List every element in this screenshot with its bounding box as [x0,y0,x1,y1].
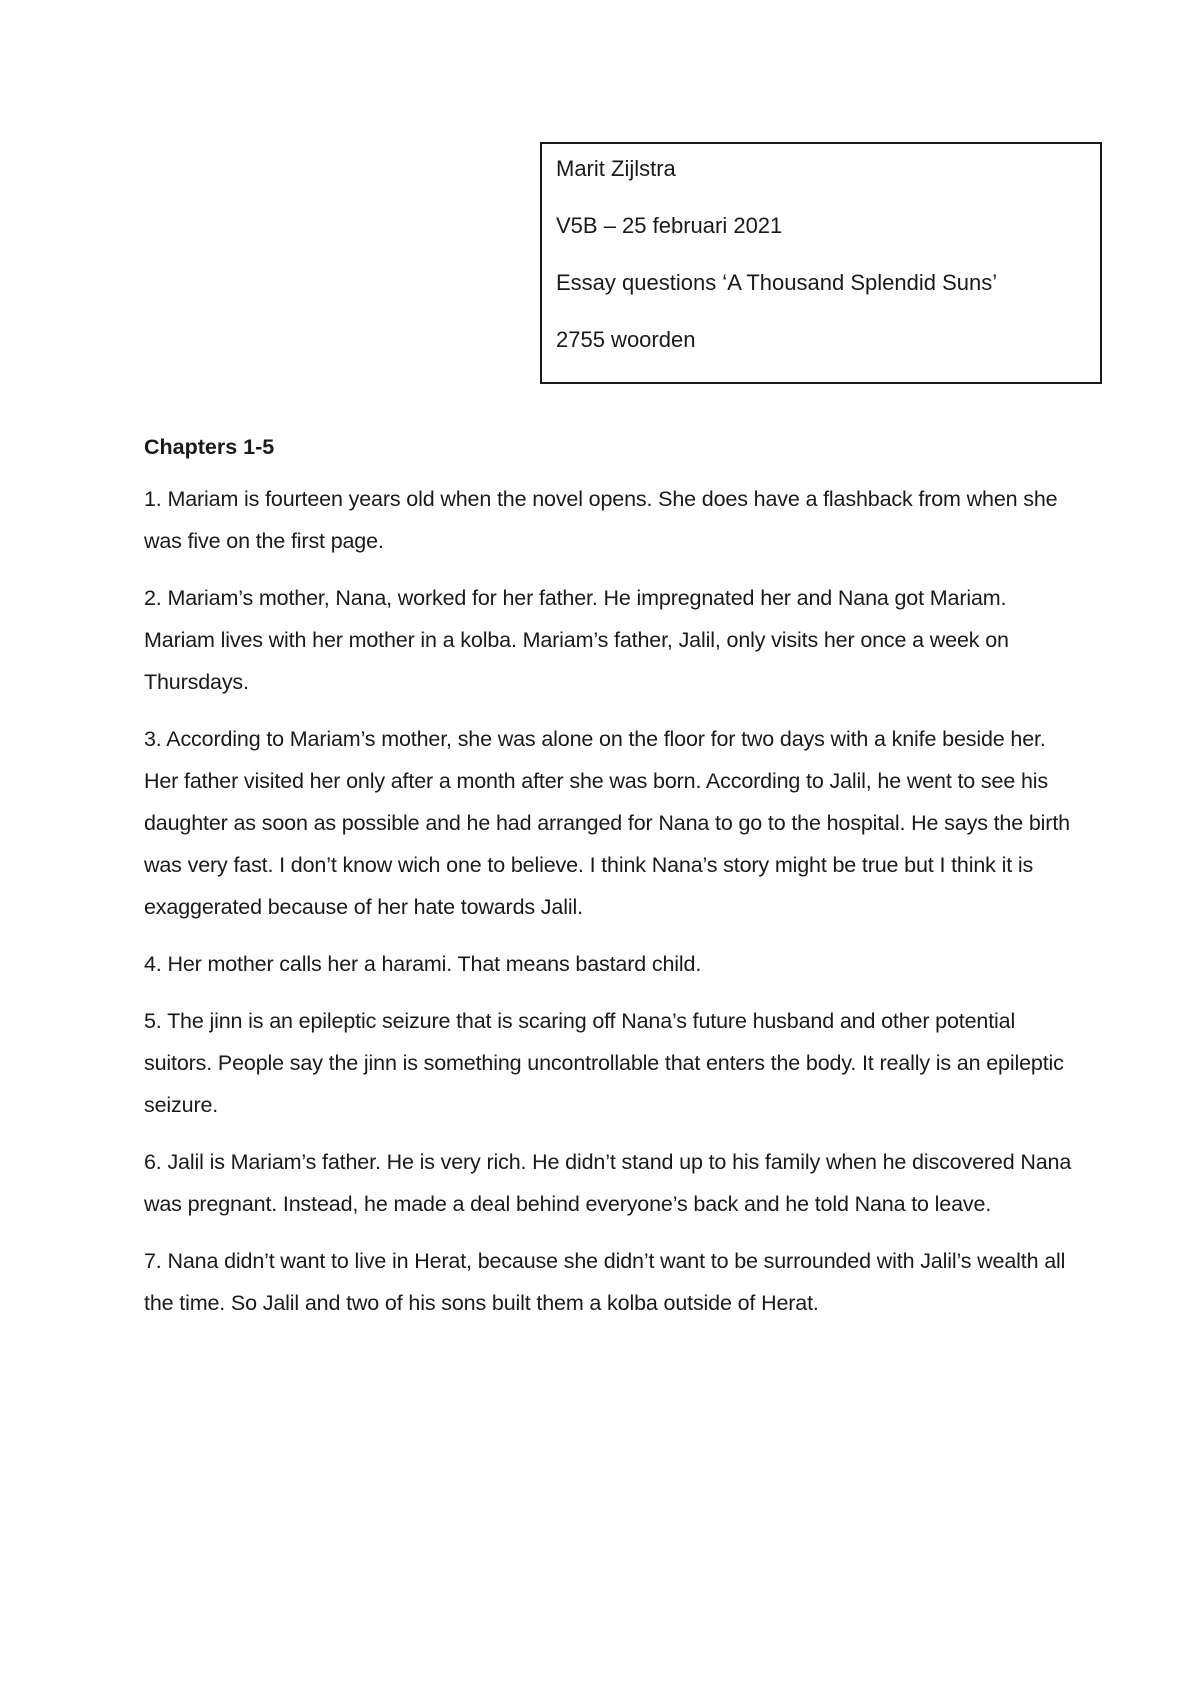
section-heading: Chapters 1-5 [144,435,275,459]
answer-paragraph-1: 1. Mariam is fourteen years old when the novel opens. She does have a flashback from when she was five on the first page. [144,487,1058,553]
answer-paragraph-3: 3. According to Mariam’s mother, she was alone on the floor for two days with a knife beside her. Her father visited her only after a month after she was born. According to Jalil, he went to see his daughter as soon as possible and he had arranged for Nana to go to the hospital. He says the birth was very fast. I don’t know wich one to believe. I think Nana’s story might be true but I think it is exaggerated because of her hate towards Jalil. [144,727,1070,919]
class-and-date: V5B – 25 februari 2021 [556,213,783,238]
header-box [540,142,1102,384]
author-name: Marit Zijlstra [556,156,676,181]
answer-paragraph-2: 2. Mariam’s mother, Nana, worked for her father. He impregnated her and Nana got Mariam. Mariam lives with her mother in a kolba. Mariam’s father, Jalil, only visits her once a week on Thursdays. [144,586,1009,694]
answer-paragraph-6: 6. Jalil is Mariam’s father. He is very rich. He didn’t stand up to his family when he discovered Nana was pregnant. Instead, he made a deal behind everyone’s back and he told Nana to leave. [144,1150,1072,1216]
document-body [144,432,1074,1339]
word-count: 2755 woorden [556,327,696,352]
answer-paragraph-5: 5. The jinn is an epileptic seizure that is scaring off Nana’s future husband and other potential suitors. People say the jinn is something uncontrollable that enters the body. It really is an epileptic seizure. [144,1009,1064,1117]
answer-paragraph-4: 4. Her mother calls her a harami. That means bastard child. [144,952,702,976]
assignment-title: Essay questions ‘A Thousand Splendid Suns’ [556,270,998,295]
answer-paragraph-7: 7. Nana didn’t want to live in Herat, because she didn’t want to be surrounded with Jalil’s wealth all the time. So Jalil and two of his sons built them a kolba outside of Herat. [144,1249,1066,1315]
